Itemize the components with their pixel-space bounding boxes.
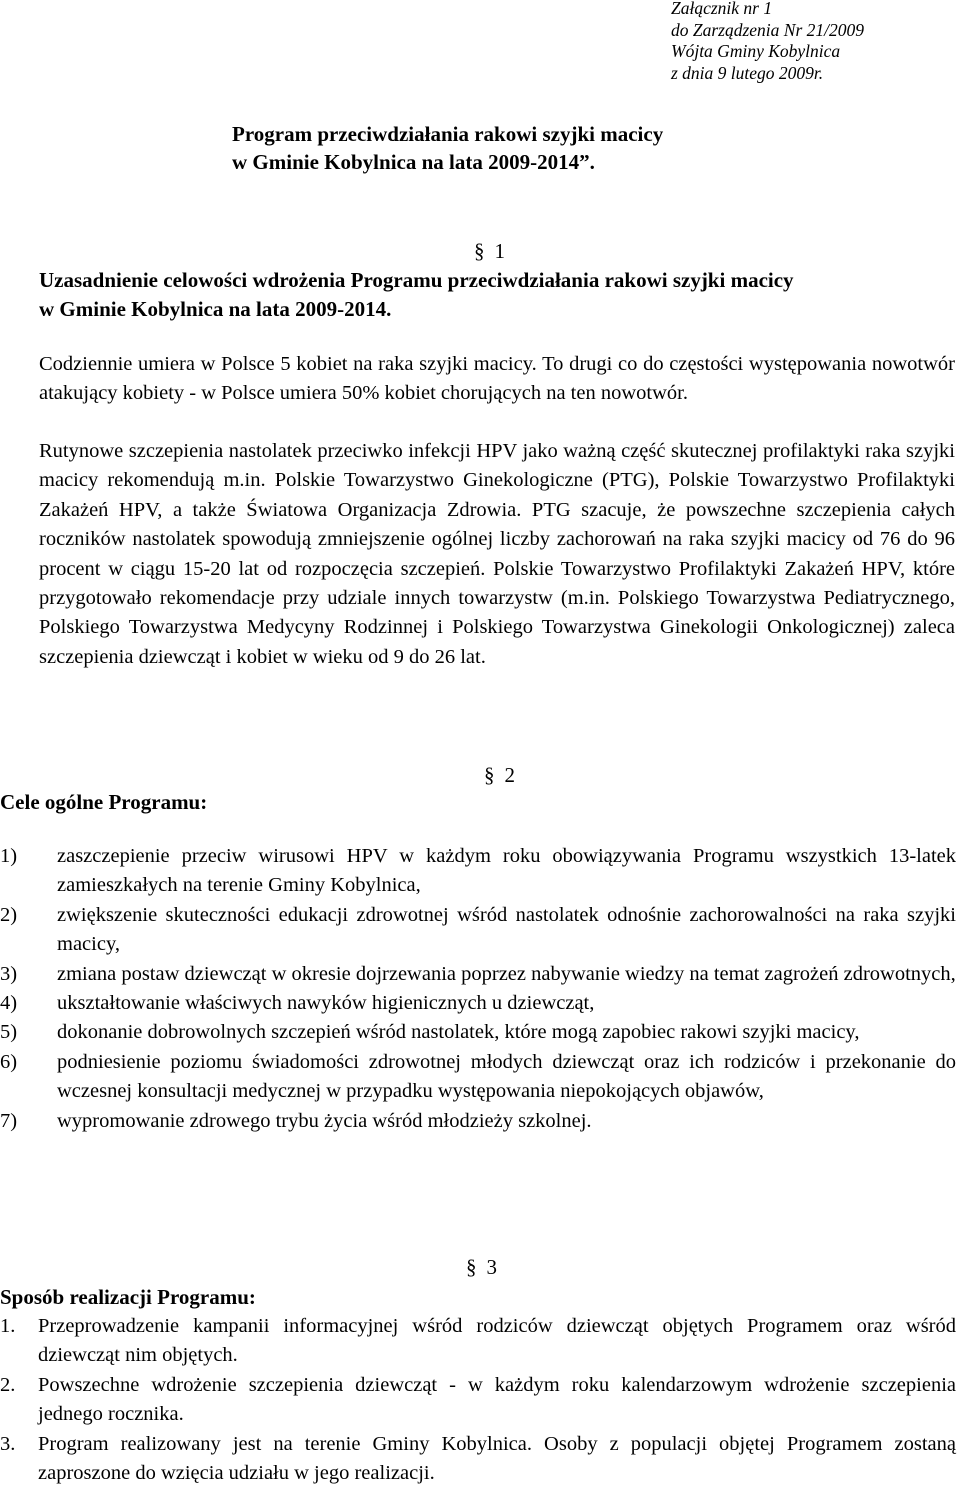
list-item-text: zaszczepienie przeciw wirusowi HPV w każdym roku obowiązywania Programu wszystkich 13-latek zamieszkałych na terenie Gminy Kobylnica, xyxy=(57,845,956,897)
list-item xyxy=(0,1048,956,1107)
list-item xyxy=(0,960,956,989)
list-marker: 6) xyxy=(0,1050,18,1073)
list-item-text: Przeprowadzenie kampanii informacyjnej wśród rodziców dziewcząt objętych Programem oraz wśród dziewcząt nim objętych. xyxy=(38,1315,956,1367)
list-marker: 3. xyxy=(0,1432,16,1455)
attachment-note-line: do Zarządzenia Nr 21/2009 xyxy=(671,19,865,40)
goals-heading: Cele ogólne Programu: xyxy=(0,790,208,814)
list-item-text: zwiększenie skuteczności edukacji zdrowotnej wśród nastolatek odnośnie zachorowalności na raka szyjki macicy, xyxy=(57,903,956,956)
list-item xyxy=(0,901,956,960)
program-title xyxy=(232,120,663,176)
section-symbol: § xyxy=(466,1255,477,1279)
attachment-note-line: Wójta Gminy Kobylnica xyxy=(671,41,841,61)
list-item xyxy=(0,842,956,901)
section-number: 3 xyxy=(486,1255,497,1279)
section-1-heading xyxy=(39,266,794,324)
list-marker: 1. xyxy=(0,1315,16,1337)
section-symbol: § xyxy=(484,763,495,787)
list-marker: 2) xyxy=(0,903,18,926)
list-marker: 3) xyxy=(0,962,18,985)
list-item xyxy=(0,1312,956,1371)
list-item-text: Program realizowany jest na terenie Gminy Kobylnica. Osoby z populacji objętej Programem zostaną zaproszone do wzięcia udziału w jego realizacji. xyxy=(38,1432,956,1485)
attachment-note-line: Załącznik nr 1 xyxy=(671,0,773,18)
program-title-line: Program przeciwdziałania rakowi szyjki macicy xyxy=(232,122,664,146)
list-item-text: ukształtowanie właściwych nawyków higienicznych u dziewcząt, xyxy=(57,992,595,1015)
attachment-note xyxy=(671,0,864,84)
section-3-marker xyxy=(466,1256,497,1278)
section-number: 2 xyxy=(504,763,515,787)
list-item xyxy=(0,1107,956,1136)
list-item xyxy=(0,1430,956,1488)
list-item-text: wypromowanie zdrowego trybu życia wśród młodzieży szkolnej. xyxy=(57,1109,592,1132)
list-item xyxy=(0,1371,956,1430)
list-item xyxy=(0,989,956,1018)
list-marker: 2. xyxy=(0,1373,16,1396)
section-2-marker xyxy=(484,764,515,786)
attachment-note-line: z dnia 9 lutego 2009r. xyxy=(671,62,824,83)
goals-list xyxy=(0,842,956,1136)
list-marker: 5) xyxy=(0,1021,18,1044)
list-marker: 7) xyxy=(0,1109,18,1132)
method-list xyxy=(0,1312,956,1488)
section-symbol: § xyxy=(474,239,485,263)
section-1-heading-line: w Gminie Kobylnica na lata 2009-2014. xyxy=(39,297,392,321)
section-1-marker xyxy=(474,240,505,262)
justification-paragraph-2: Rutynowe szczepienia nastolatek przeciwko infekcji HPV jako ważną część skutecznej profilaktyki raka szyjki macicy rekomendują m.in. Polskie Towarzystwo Ginekologiczne (PTG), Polskie Towarzystwo Profilaktyki Zakażeń HPV, a także Światowa Organizacja Zdrowia. PTG szacuje, że powszechne szczepienia całych roczników nastolatek spowodują zmniejszenie ogólnej liczby zachorowań na raka szyjki macicy od 76 do 96 procent w ciągu 15-20 lat od rozpoczęcia szczepień. Polskie Towarzystwo Profilaktyki Zakażeń HPV, które przygotowało rekomendacje przy udziale innych towarzystw (m.in. Polskiego Towarzystwa Pediatrycznego, Polskiego Towarzystwa Medycyny Rodzinnej i Polskiego Towarzystwa Ginekologii Onkologicznej) zaleca szczepienia dziewcząt i kobiet w wieku od 9 do 26 lat. xyxy=(39,440,955,668)
list-item-text: zmiana postaw dziewcząt w okresie dojrzewania poprzez nabywanie wiedzy na temat zagrożeń zdrowotnych, xyxy=(57,962,956,985)
method-heading: Sposób realizacji Programu: xyxy=(0,1285,256,1309)
list-item-text: dokonanie dobrowolnych szczepień wśród nastolatek, które mogą zapobiec rakowi szyjki macicy, xyxy=(57,1021,860,1044)
list-marker: 1) xyxy=(0,845,18,867)
section-number: 1 xyxy=(494,239,505,263)
list-item-text: podniesienie poziomu świadomości zdrowotnej młodych dziewcząt oraz ich rodziców i przekonanie do wczesnej konsultacji medycznej w przypadku występowania niepokojących objawów, xyxy=(57,1050,956,1103)
program-title-line: w Gminie Kobylnica na lata 2009-2014”. xyxy=(232,150,595,174)
section-1-heading-line: Uzasadnienie celowości wdrożenia Programu przeciwdziałania rakowi szyjki macicy xyxy=(39,268,794,292)
list-item-text: Powszechne wdrożenie szczepienia dziewcząt - w każdym roku kalendarzowym wdrożenie szczepienia jednego rocznika. xyxy=(38,1373,956,1426)
list-item xyxy=(0,1018,956,1047)
justification-paragraph-1: Codziennie umiera w Polsce 5 kobiet na raka szyjki macicy. To drugi co do częstości występowania nowotwór atakujący kobiety - w Polsce umiera 50% kobiet chorujących na ten nowotwór. xyxy=(39,353,955,405)
list-marker: 4) xyxy=(0,992,18,1015)
